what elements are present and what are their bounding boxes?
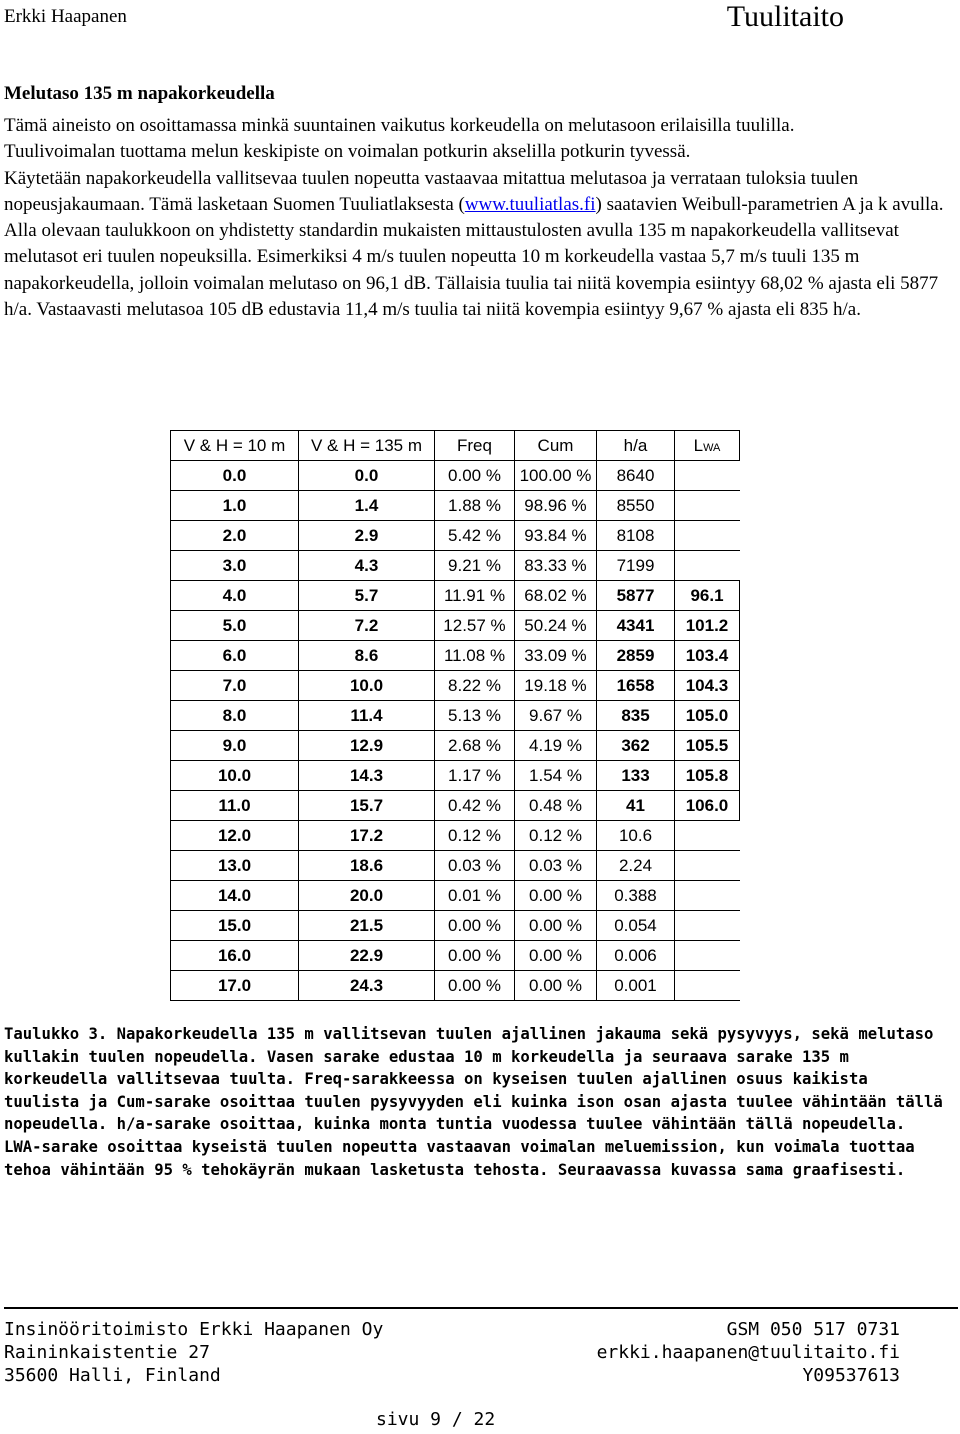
cum-cell: 0.00 %	[515, 971, 597, 1001]
freq-cell: 11.91 %	[435, 581, 515, 611]
lwa-cell: 101.2	[675, 611, 740, 641]
lwa-cell: 105.5	[675, 731, 740, 761]
v135-cell: 4.3	[299, 551, 435, 581]
cum-cell: 4.19 %	[515, 731, 597, 761]
cum-cell: 98.96 %	[515, 491, 597, 521]
footer-email: erkki.haapanen@tuulitaito.fi	[596, 1342, 900, 1363]
ha-cell: 0.006	[597, 941, 675, 971]
v135-cell: 20.0	[299, 881, 435, 911]
v10-cell: 1.0	[171, 491, 299, 521]
table-row	[171, 521, 740, 551]
cum-cell: 33.09 %	[515, 641, 597, 671]
v10-cell: 9.0	[171, 731, 299, 761]
body-text	[4, 113, 949, 323]
cum-cell: 50.24 %	[515, 611, 597, 641]
col-header-v135: V & H = 135 m	[299, 431, 435, 461]
freq-cell: 1.17 %	[435, 761, 515, 791]
table-row	[171, 731, 740, 761]
col-header-freq: Freq	[435, 431, 515, 461]
freq-cell: 9.21 %	[435, 551, 515, 581]
header-brand: Tuulitaito	[726, 0, 844, 33]
v10-cell: 3.0	[171, 551, 299, 581]
lwa-cell	[675, 911, 740, 941]
lwa-cell: 105.0	[675, 701, 740, 731]
paragraph-table-explanation: Alla olevaan taulukkoon on yhdistetty standardin mukaisten mittaustulosten avulla 135 m napakorkeudella vallitsevat melutasot eri tuulen nopeuksilla. Esimerkiksi 4 m/s tuulen nopeutta 10 m korkeudella vastaa 5,7 m/s tuuli 135 m napakorkeudella, jolloin voimalan melutaso on 96,1 dB. Tällaisia tuulia tai niitä kovempia esiintyy 68,02 % ajasta eli 5877 h/a. Vastaavasti melutasoa 105 dB edustavia 11,4 m/s tuulia tai niitä kovempia esiintyy 9,67 % ajasta eli 835 h/a.	[4, 220, 939, 321]
cum-cell: 100.00 %	[515, 461, 597, 491]
paragraph-noise-center: Tuulivoimalan tuottama melun keskipiste on voimalan potkurin akselilla potkurin tyvessä.	[4, 141, 691, 163]
col-header-lwa	[675, 431, 740, 461]
footer	[4, 1318, 900, 1387]
lwa-cell	[675, 881, 740, 911]
ha-cell: 133	[597, 761, 675, 791]
v10-cell: 14.0	[171, 881, 299, 911]
cum-cell: 0.12 %	[515, 821, 597, 851]
page-number: sivu 9 / 22	[376, 1409, 496, 1430]
footer-company: Insinööritoimisto Erkki Haapanen Oy	[4, 1319, 384, 1340]
lwa-cell	[675, 521, 740, 551]
v135-cell: 8.6	[299, 641, 435, 671]
col-header-ha: h/a	[597, 431, 675, 461]
table-row	[171, 671, 740, 701]
lwa-cell	[675, 491, 740, 521]
wind-noise-table	[170, 430, 740, 1001]
ha-cell: 835	[597, 701, 675, 731]
v135-cell: 24.3	[299, 971, 435, 1001]
cum-cell: 19.18 %	[515, 671, 597, 701]
lwa-cell	[675, 551, 740, 581]
table-row	[171, 611, 740, 641]
v10-cell: 0.0	[171, 461, 299, 491]
ha-cell: 0.001	[597, 971, 675, 1001]
v135-cell: 22.9	[299, 941, 435, 971]
freq-cell: 8.22 %	[435, 671, 515, 701]
tuuliatlas-link[interactable]: www.tuuliatlas.fi	[464, 193, 596, 215]
footer-street: Raininkaistentie 27	[4, 1342, 210, 1363]
method-text-after: ) saatavien Weibull-parametrien A ja k avulla.	[595, 193, 944, 215]
paragraph-intro: Tämä aineisto on osoittamassa minkä suuntainen vaikutus korkeudella on melutasoon erilaisilla tuulilla.	[4, 115, 795, 136]
v10-cell: 12.0	[171, 821, 299, 851]
cum-cell: 1.54 %	[515, 761, 597, 791]
v135-cell: 11.4	[299, 701, 435, 731]
v10-cell: 6.0	[171, 641, 299, 671]
cum-cell: 0.00 %	[515, 941, 597, 971]
v10-cell: 4.0	[171, 581, 299, 611]
ha-cell: 0.054	[597, 911, 675, 941]
ha-cell: 7199	[597, 551, 675, 581]
table-row	[171, 491, 740, 521]
freq-cell: 5.42 %	[435, 521, 515, 551]
lwa-cell	[675, 941, 740, 971]
table-row	[171, 971, 740, 1001]
col-header-v10: V & H = 10 m	[171, 431, 299, 461]
v10-cell: 13.0	[171, 851, 299, 881]
v10-cell: 7.0	[171, 671, 299, 701]
table-row	[171, 701, 740, 731]
v135-cell: 2.9	[299, 521, 435, 551]
freq-cell: 0.00 %	[435, 911, 515, 941]
v10-cell: 16.0	[171, 941, 299, 971]
lwa-cell	[675, 851, 740, 881]
freq-cell: 2.68 %	[435, 731, 515, 761]
cum-cell: 9.67 %	[515, 701, 597, 731]
v135-cell: 7.2	[299, 611, 435, 641]
table-row	[171, 821, 740, 851]
cum-cell: 68.02 %	[515, 581, 597, 611]
v10-cell: 15.0	[171, 911, 299, 941]
ha-cell: 2859	[597, 641, 675, 671]
ha-cell: 10.6	[597, 821, 675, 851]
freq-cell: 11.08 %	[435, 641, 515, 671]
v135-cell: 17.2	[299, 821, 435, 851]
lwa-main: L	[693, 435, 704, 455]
footer-phone: GSM 050 517 0731	[726, 1319, 900, 1340]
v10-cell: 8.0	[171, 701, 299, 731]
v135-cell: 15.7	[299, 791, 435, 821]
v10-cell: 17.0	[171, 971, 299, 1001]
lwa-cell: 106.0	[675, 791, 740, 821]
ha-cell: 4341	[597, 611, 675, 641]
header-author: Erkki Haapanen	[4, 6, 127, 27]
footer-city: 35600 Halli, Finland	[4, 1365, 221, 1386]
ha-cell: 1658	[597, 671, 675, 701]
table-row	[171, 461, 740, 491]
table-row	[171, 551, 740, 581]
lwa-cell	[675, 821, 740, 851]
table-row	[171, 581, 740, 611]
footer-divider	[4, 1307, 958, 1309]
freq-cell: 5.13 %	[435, 701, 515, 731]
v135-cell: 0.0	[299, 461, 435, 491]
lwa-cell: 104.3	[675, 671, 740, 701]
freq-cell: 0.42 %	[435, 791, 515, 821]
ha-cell: 8108	[597, 521, 675, 551]
table-header-row	[171, 431, 740, 461]
v135-cell: 10.0	[299, 671, 435, 701]
lwa-cell	[675, 461, 740, 491]
ha-cell: 0.388	[597, 881, 675, 911]
freq-cell: 0.03 %	[435, 851, 515, 881]
table-row	[171, 881, 740, 911]
freq-cell: 0.12 %	[435, 821, 515, 851]
v135-cell: 14.3	[299, 761, 435, 791]
cum-cell: 0.48 %	[515, 791, 597, 821]
ha-cell: 362	[597, 731, 675, 761]
lwa-sub: WA	[703, 441, 721, 454]
cum-cell: 93.84 %	[515, 521, 597, 551]
table-caption: Taulukko 3. Napakorkeudella 135 m vallitsevan tuulen ajallinen jakauma sekä pysyvyys, sekä melutaso kullakin tuulen nopeudella. Vasen sarake edustaa 10 m korkeudella ja seuraava sarake 135 m korkeudella vallitsevaa tuulta. Freq-sarakkeessa on kyseisen tuulen ajallinen osuus kaikista tuulista ja Cum-sarake osoittaa tuulen pysyvyyden eli kuinka ison osan ajasta tuulee vähintään tällä nopeudella. h/a-sarake osoittaa, kuinka monta tuntia vuodessa tuulee vähintään tällä nopeudella. LWA-sarake osoittaa kyseistä tuulen nopeutta vastaavan voimalan meluemission, kun voimala tuottaa tehoa vähintään 95 % tehokäyrän mukaan lasketusta tehosta. Seuraavassa kuvassa sama graafisesti.	[4, 1025, 943, 1179]
lwa-cell: 103.4	[675, 641, 740, 671]
table-row	[171, 851, 740, 881]
freq-cell: 1.88 %	[435, 491, 515, 521]
table-row	[171, 641, 740, 671]
table-body	[171, 461, 740, 1001]
v135-cell: 18.6	[299, 851, 435, 881]
footer-business-id: Y09537613	[802, 1365, 900, 1386]
ha-cell: 2.24	[597, 851, 675, 881]
ha-cell: 5877	[597, 581, 675, 611]
section-title: Melutaso 135 m napakorkeudella	[4, 83, 275, 104]
freq-cell: 0.00 %	[435, 461, 515, 491]
cum-cell: 0.00 %	[515, 881, 597, 911]
table-row	[171, 911, 740, 941]
paragraph-method	[4, 166, 949, 219]
freq-cell: 0.00 %	[435, 971, 515, 1001]
lwa-cell: 96.1	[675, 581, 740, 611]
ha-cell: 8550	[597, 491, 675, 521]
table-row	[171, 791, 740, 821]
v135-cell: 12.9	[299, 731, 435, 761]
cum-cell: 83.33 %	[515, 551, 597, 581]
v135-cell: 1.4	[299, 491, 435, 521]
table-row	[171, 941, 740, 971]
cum-cell: 0.00 %	[515, 911, 597, 941]
v10-cell: 5.0	[171, 611, 299, 641]
freq-cell: 0.00 %	[435, 941, 515, 971]
col-header-cum: Cum	[515, 431, 597, 461]
cum-cell: 0.03 %	[515, 851, 597, 881]
ha-cell: 41	[597, 791, 675, 821]
method-text-before: Käytetään napakorkeudella vallitsevaa tuulen nopeutta vastaavaa mitattua melutasoa ja verrataan tuloksia tuulen nopeusjakaumaan. Tämä lasketaan Suomen Tuuliatlaksesta (	[4, 167, 859, 215]
v10-cell: 2.0	[171, 521, 299, 551]
v135-cell: 21.5	[299, 911, 435, 941]
lwa-cell	[675, 971, 740, 1001]
freq-cell: 0.01 %	[435, 881, 515, 911]
table-row	[171, 761, 740, 791]
ha-cell: 8640	[597, 461, 675, 491]
v10-cell: 10.0	[171, 761, 299, 791]
v10-cell: 11.0	[171, 791, 299, 821]
lwa-cell: 105.8	[675, 761, 740, 791]
freq-cell: 12.57 %	[435, 611, 515, 641]
v135-cell: 5.7	[299, 581, 435, 611]
